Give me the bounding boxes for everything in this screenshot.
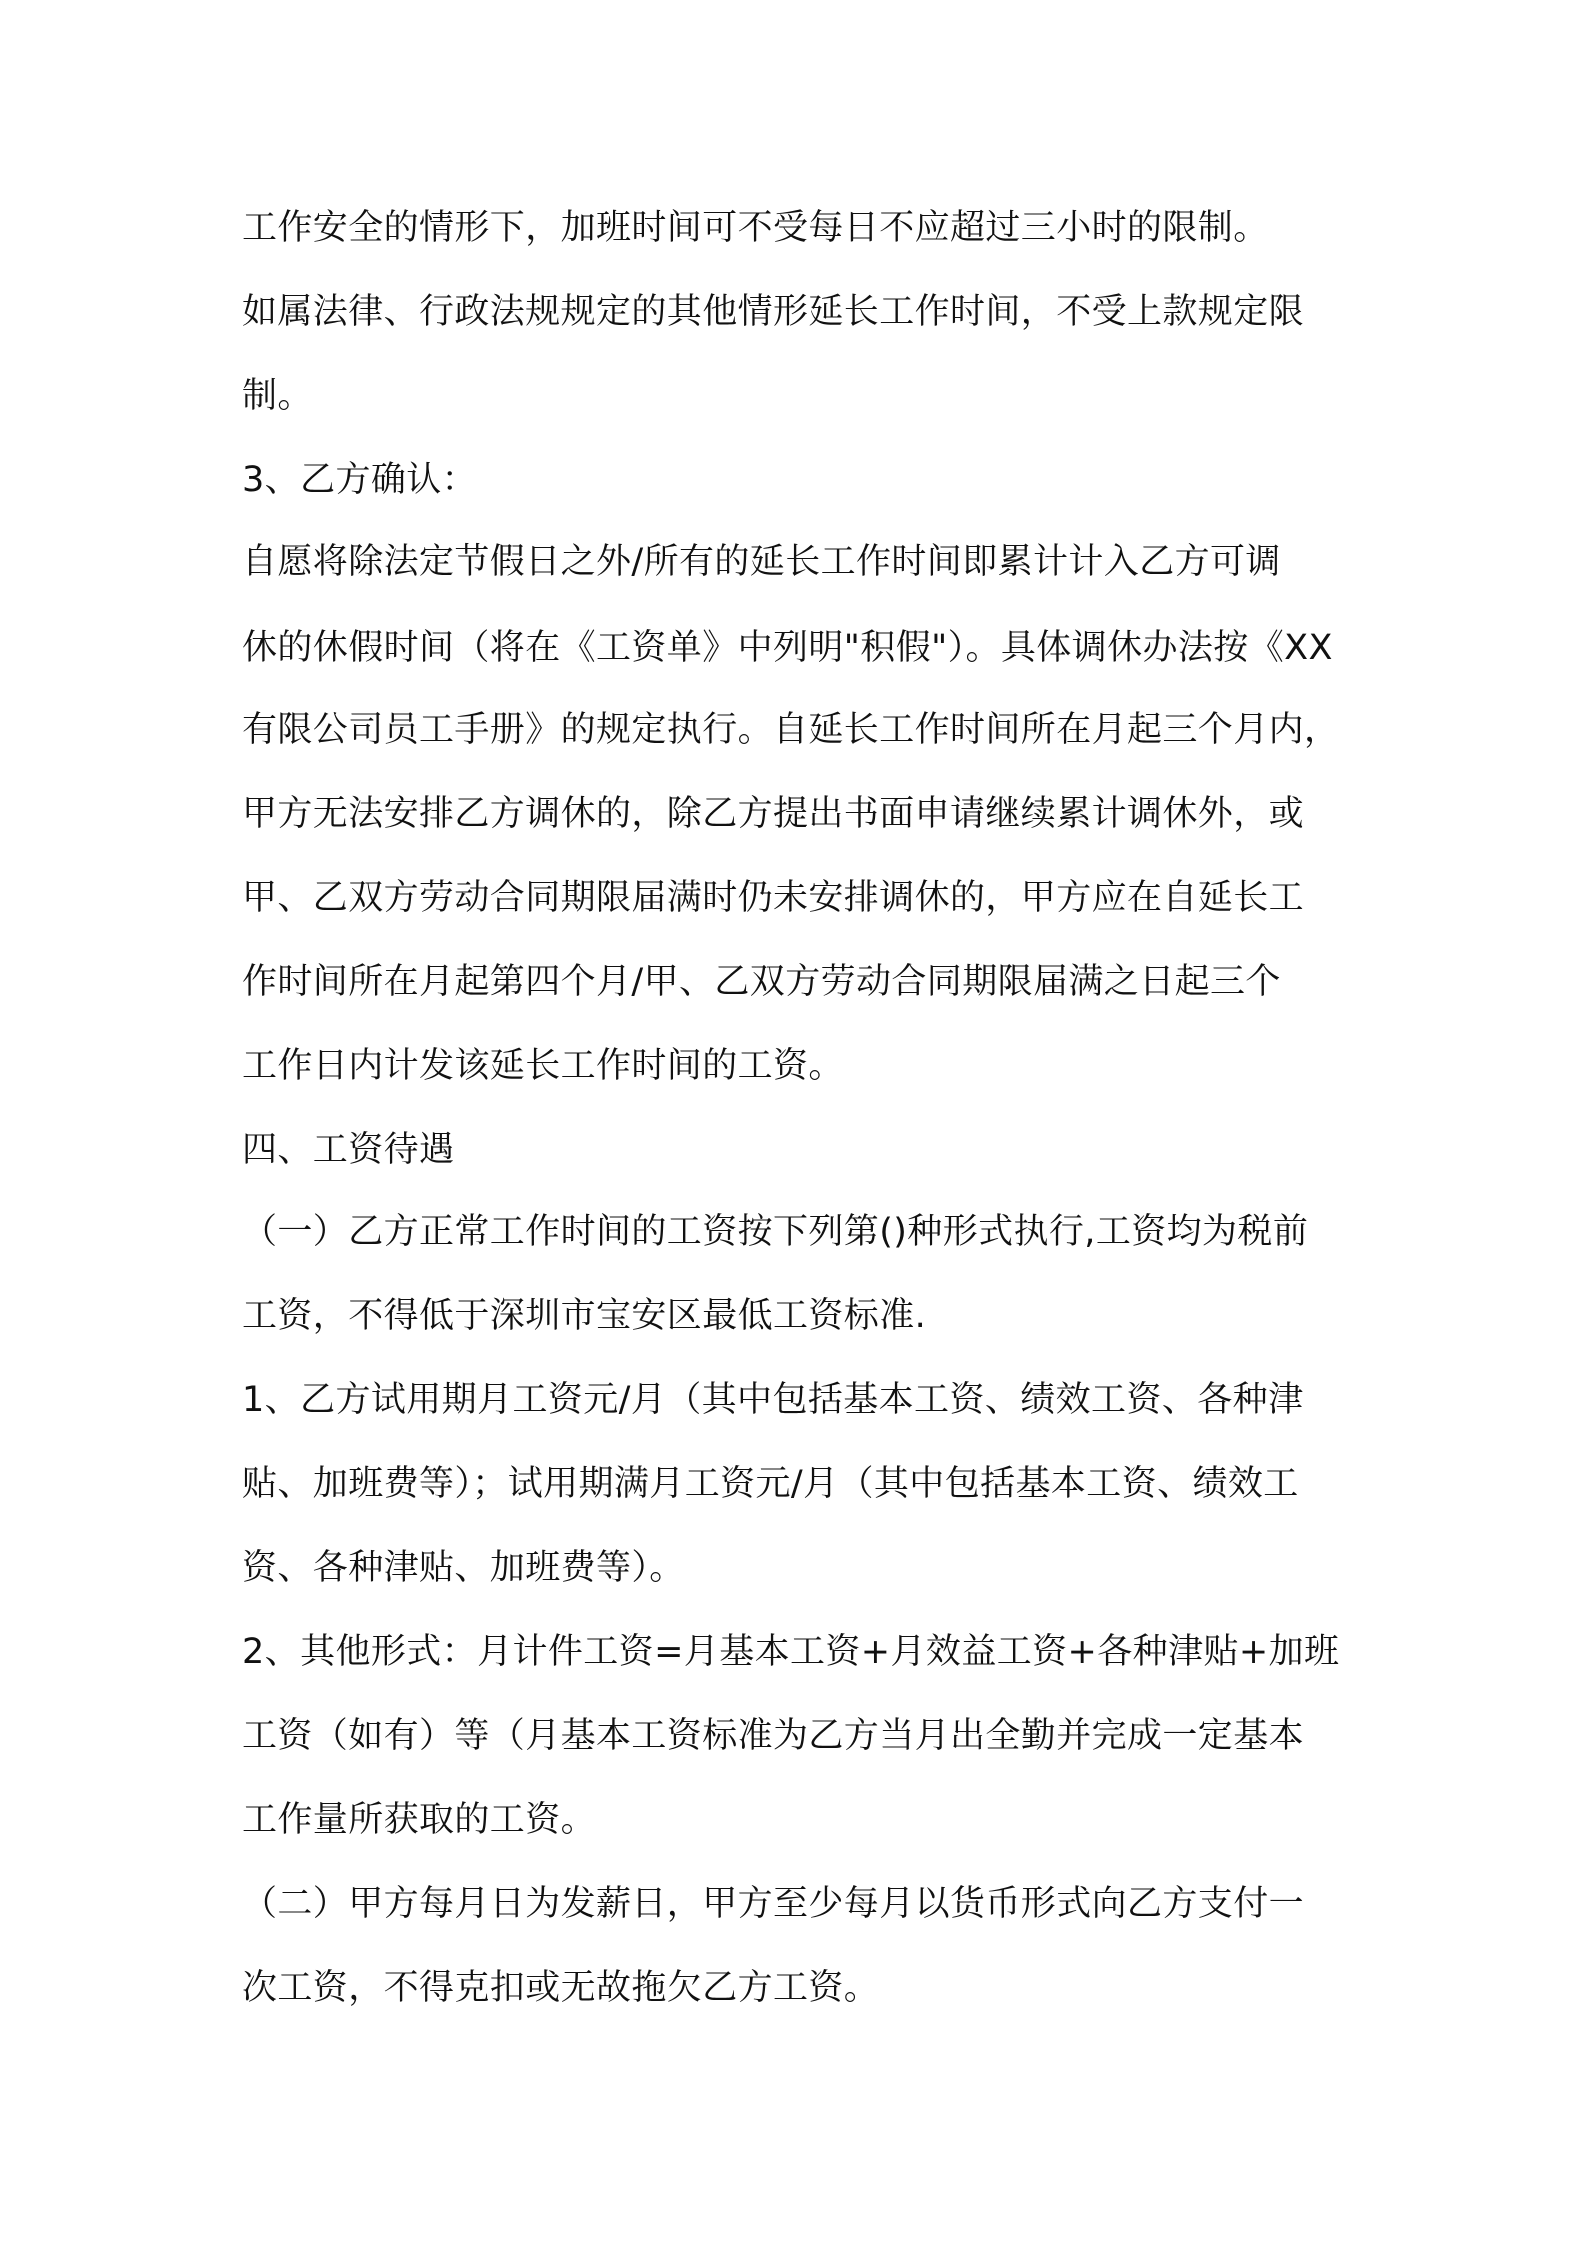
text-line: 贴、加班费等）；试用期满月工资元/月（其中包括基本工资、绩效工 [242, 1464, 1299, 1504]
text-line: （一）乙方正常工作时间的工资按下列第()种形式执行,工资均为税前 [242, 1212, 1309, 1252]
text-line: 工作量所获取的工资。 [242, 1800, 597, 1840]
text-line: 自愿将除法定节假日之外/所有的延长工作时间即累计计入乙方可调 [242, 542, 1281, 582]
text-line: 作时间所在月起第四个月/甲、乙双方劳动合同期限届满之日起三个 [242, 962, 1281, 1002]
section-heading: 四、工资待遇 [242, 1130, 455, 1170]
text-line: 甲方无法安排乙方调休的，除乙方提出书面申请继续累计调休外，或 [242, 794, 1305, 834]
text-line: （二）甲方每月日为发薪日，甲方至少每月以货币形式向乙方支付一 [242, 1884, 1305, 1924]
text-line: 制。 [242, 376, 313, 416]
text-line: 有限公司员工手册》的规定执行。自延长工作时间所在月起三个月内， [242, 710, 1340, 750]
text-line: 工资（如有）等（月基本工资标准为乙方当月出全勤并完成一定基本 [242, 1716, 1305, 1756]
text-line: 工作日内计发该延长工作时间的工资。 [242, 1046, 844, 1086]
section-heading: 3、乙方确认： [242, 460, 478, 500]
text-line: 如属法律、行政法规规定的其他情形延长工作时间，不受上款规定限 [242, 292, 1305, 332]
text-line: 工资，不得低于深圳市宝安区最低工资标准. [242, 1296, 927, 1336]
text-line: 次工资，不得克扣或无故拖欠乙方工资。 [242, 1968, 880, 2008]
text-line: 2、其他形式：月计件工资=月基本工资+月效益工资+各种津贴+加班 [242, 1632, 1340, 1672]
text-line: 休的休假时间（将在《工资单》中列明"积假"）。具体调休办法按《XX [242, 628, 1333, 668]
text-line: 资、各种津贴、加班费等）。 [242, 1548, 685, 1588]
text-line: 甲、乙双方劳动合同期限届满时仍未安排调休的，甲方应在自延长工 [242, 878, 1305, 918]
text-line: 1、乙方试用期月工资元/月（其中包括基本工资、绩效工资、各种津 [242, 1380, 1304, 1420]
text-line: 工作安全的情形下，加班时间可不受每日不应超过三小时的限制。 [242, 208, 1269, 248]
